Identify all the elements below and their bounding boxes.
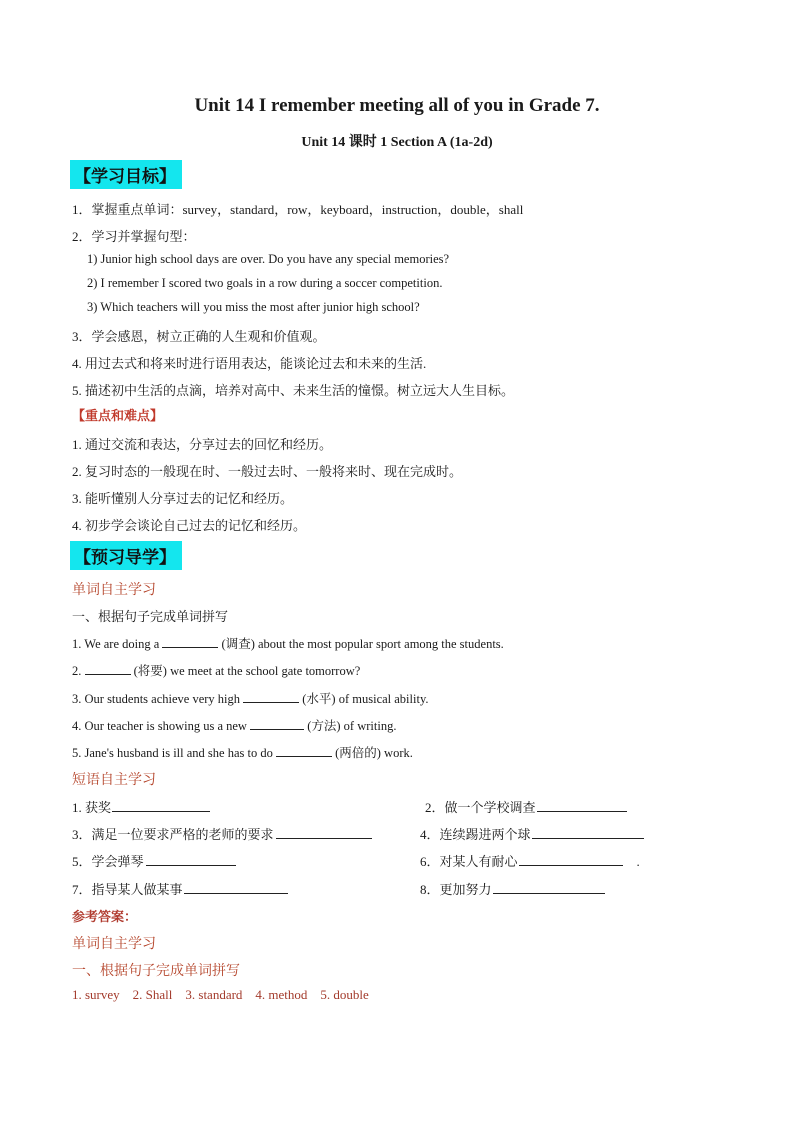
goal-item-4: 4. 用过去式和将来时进行语用表达，能谈论过去和未来的生活.: [72, 356, 427, 371]
answer-blank[interactable]: [532, 827, 644, 839]
answer-blank[interactable]: [537, 800, 627, 812]
key-item-2: 2. 复习时态的一般现在时、一般过去时、一般将来时、现在完成时。: [72, 464, 463, 479]
key-item-4: 4. 初步学会谈论自己过去的记忆和经历。: [72, 518, 307, 533]
key-item-3: 3. 能听懂别人分享过去的记忆和经历。: [72, 491, 294, 506]
key-item-1: 1. 通过交流和表达，分享过去的回忆和经历。: [72, 437, 333, 452]
answer-blank[interactable]: [519, 854, 623, 866]
answer-blank[interactable]: [85, 663, 131, 675]
goal-item-1: 1．掌握重点单词：survey，standard，row，keyboard，instruction，double，shall: [72, 202, 524, 217]
phrase-heading: 短语自主学习: [72, 772, 156, 788]
phrase-item-6: 6．对某人有耐心 .: [420, 854, 640, 869]
document-title: Unit 14 I remember meeting all of you in Grade 7.: [194, 95, 600, 116]
exercise-sentence-2: 2. (将要) we meet at the school gate tomorrow?: [72, 664, 361, 678]
phrase-item-2: 2．做一个学校调查: [425, 797, 627, 816]
section-heading-keys: 【重点和难点】: [72, 409, 164, 424]
answer-blank[interactable]: [243, 691, 299, 703]
phrase-item-3: 3．满足一位要求严格的老师的要求: [72, 824, 372, 843]
goal-item-2: 2．学习并掌握句型：: [72, 229, 196, 244]
goal-sentence-2: 2) I remember I scored two goals in a row during a soccer competition.: [87, 276, 443, 290]
phrase-item-8: 8．更加努力: [420, 879, 605, 898]
goal-sentence-3: 3) Which teachers will you miss the most after junior high school?: [87, 300, 420, 314]
exercise-sentence-1: 1. We are doing a (调查) about the most popular sport among the students.: [72, 637, 504, 651]
section-banner-goals: 【学习目标】: [70, 160, 182, 189]
phrase-item-1: 1. 获奖: [72, 797, 210, 816]
answer-blank[interactable]: [493, 882, 605, 894]
exercise-sentence-4: 4. Our teacher is showing us a new (方法) of writing.: [72, 719, 397, 733]
answer-blank[interactable]: [184, 882, 288, 894]
section-banner-preview: 【预习导学】: [70, 541, 182, 570]
reference-answers-heading: 参考答案：: [72, 910, 138, 925]
vocab-subheading: 一、根据句子完成单词拼写: [72, 609, 229, 624]
goal-item-3: 3．学会感恩，树立正确的人生观和价值观。: [72, 329, 326, 344]
answer-blank[interactable]: [276, 827, 372, 839]
answer-blank[interactable]: [162, 636, 218, 648]
phrase-item-7: 7．指导某人做某事: [72, 879, 288, 898]
vocab-heading: 单词自主学习: [72, 582, 156, 598]
phrase-item-5: 5．学会弹琴: [72, 851, 236, 870]
goal-sentence-1: 1) Junior high school days are over. Do you have any special memories?: [87, 252, 450, 266]
answers-subheading: 一、根据句子完成单词拼写: [72, 963, 240, 979]
answer-blank[interactable]: [276, 745, 332, 757]
answers-vocab-heading: 单词自主学习: [72, 936, 156, 952]
answer-blank[interactable]: [146, 854, 236, 866]
answer-blank[interactable]: [250, 718, 304, 730]
goal-item-5: 5. 描述初中生活的点滴，培养对高中、未来生活的憧憬。树立远大人生目标。: [72, 383, 515, 398]
answer-blank[interactable]: [112, 800, 210, 812]
exercise-sentence-3: 3. Our students achieve very high (水平) of musical ability.: [72, 692, 429, 706]
document-subtitle: Unit 14 课时 1 Section A (1a-2d): [301, 135, 493, 150]
exercise-sentence-5: 5. Jane's husband is ill and she has to do (两倍的) work.: [72, 746, 413, 760]
phrase-item-4: 4．连续踢进两个球: [420, 824, 644, 843]
answers-list: 1. survey 2. Shall 3. standard 4. method 5. double: [72, 987, 369, 1002]
